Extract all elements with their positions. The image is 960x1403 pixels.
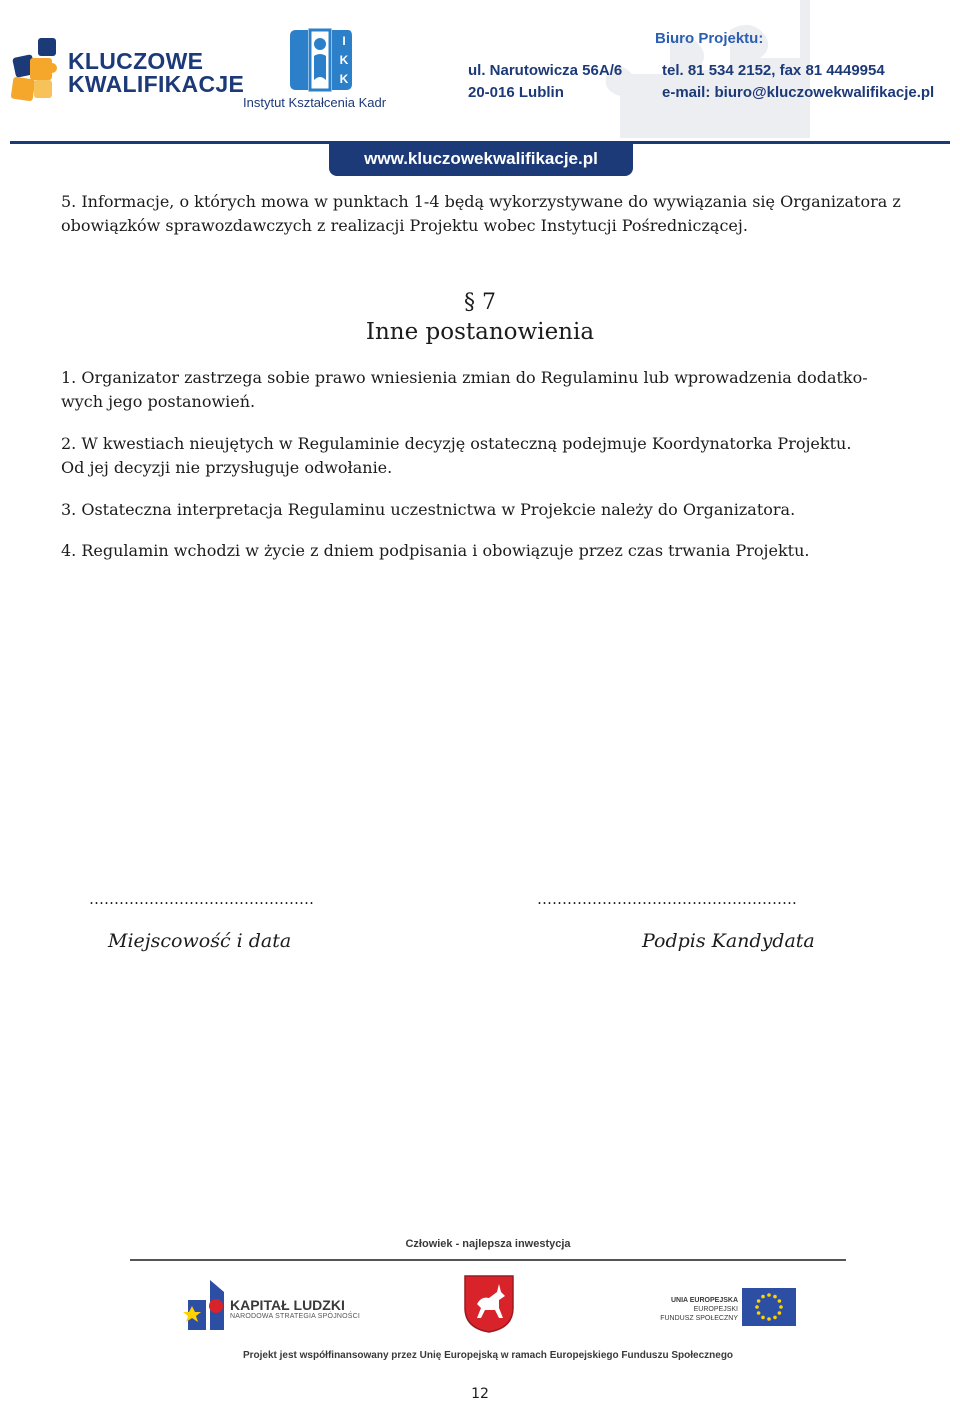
email-address: e-mail: biuro@kluczowekwalifikacje.pl xyxy=(662,84,935,101)
list-item-1: 1. Organizator zastrzega sobie prawo wniesienia zmian do Regulaminu lub wprowadzenia dodatko- wych jego postanowień. xyxy=(61,368,868,411)
eu-flag-icon xyxy=(742,1288,796,1326)
ikk-letters: I K K xyxy=(339,34,349,86)
section-number: § 7 xyxy=(464,290,496,315)
brand-line2: KWALIFIKACJE xyxy=(68,71,245,97)
list-item-3: 3. Ostateczna interpretacja Regulaminu uczestnictwa w Projekcie należy do Organizatora. xyxy=(61,500,796,519)
cofinancing-note: Projekt jest współfinansowany przez Unię Europejską w ramach Europejskiego Funduszu Społecznego xyxy=(242,1350,734,1361)
coat-of-arms-icon xyxy=(463,1274,515,1334)
website-url: www.kluczowekwalifikacje.pl xyxy=(364,149,598,168)
footer-tagline: Człowiek - najlepsza inwestycja xyxy=(405,1238,571,1250)
address-city: 20-016 Lublin xyxy=(468,84,564,101)
brand-line1: KLUCZOWE xyxy=(68,48,204,74)
kapital-ludzki-title: KAPITAŁ LUDZKI xyxy=(230,1297,345,1313)
address-street: ul. Narutowicza 56A/6 xyxy=(468,62,623,79)
list-item-2: 2. W kwestiach nieujętych w Regulaminie decyzję ostateczną podejmuje Koordynatorka Projektu. Od jej decyzji nie przysługuje odwołanie. xyxy=(61,434,852,477)
brand-logo-text xyxy=(68,50,244,96)
paragraph-5: 5. Informacje, o których mowa w punktach 1-4 będą wykorzystywane do wywiązania się Organizatora z obowiązków sprawozdawczych z realizacji Projektu wobec Instytucji Pośredniczącej. xyxy=(61,192,901,235)
eu-label: UNIA EUROPEJSKA EUROPEJSKI FUNDUSZ SPOŁECZNY xyxy=(660,1297,738,1322)
place-date-label: Miejscowość i data xyxy=(108,930,292,952)
section-title: Inne postanowienia xyxy=(365,319,595,345)
signature-line-right: ……………………………………………. xyxy=(537,890,797,908)
page-header xyxy=(0,0,960,180)
kapital-ludzki-logo-icon xyxy=(180,1276,226,1334)
institute-name: Instytut Kształcenia Kadr xyxy=(243,95,387,110)
candidate-signature-label: Podpis Kandydata xyxy=(642,930,815,952)
office-title: Biuro Projektu: xyxy=(655,30,764,47)
puzzle-logo-icon xyxy=(8,34,68,106)
phone-fax: tel. 81 534 2152, fax 81 4449954 xyxy=(662,62,885,79)
signature-line-left: ……………………………………… xyxy=(89,890,314,908)
page-number: 12 xyxy=(471,1386,489,1402)
kapital-ludzki-subtitle: NARODOWA STRATEGIA SPÓJNOŚCI xyxy=(230,1313,361,1320)
list-item-4: 4. Regulamin wchodzi w życie z dniem podpisania i obowiązuje przez czas trwania Projektu. xyxy=(61,541,810,560)
footer-divider xyxy=(130,1259,846,1261)
website-banner xyxy=(329,142,633,176)
